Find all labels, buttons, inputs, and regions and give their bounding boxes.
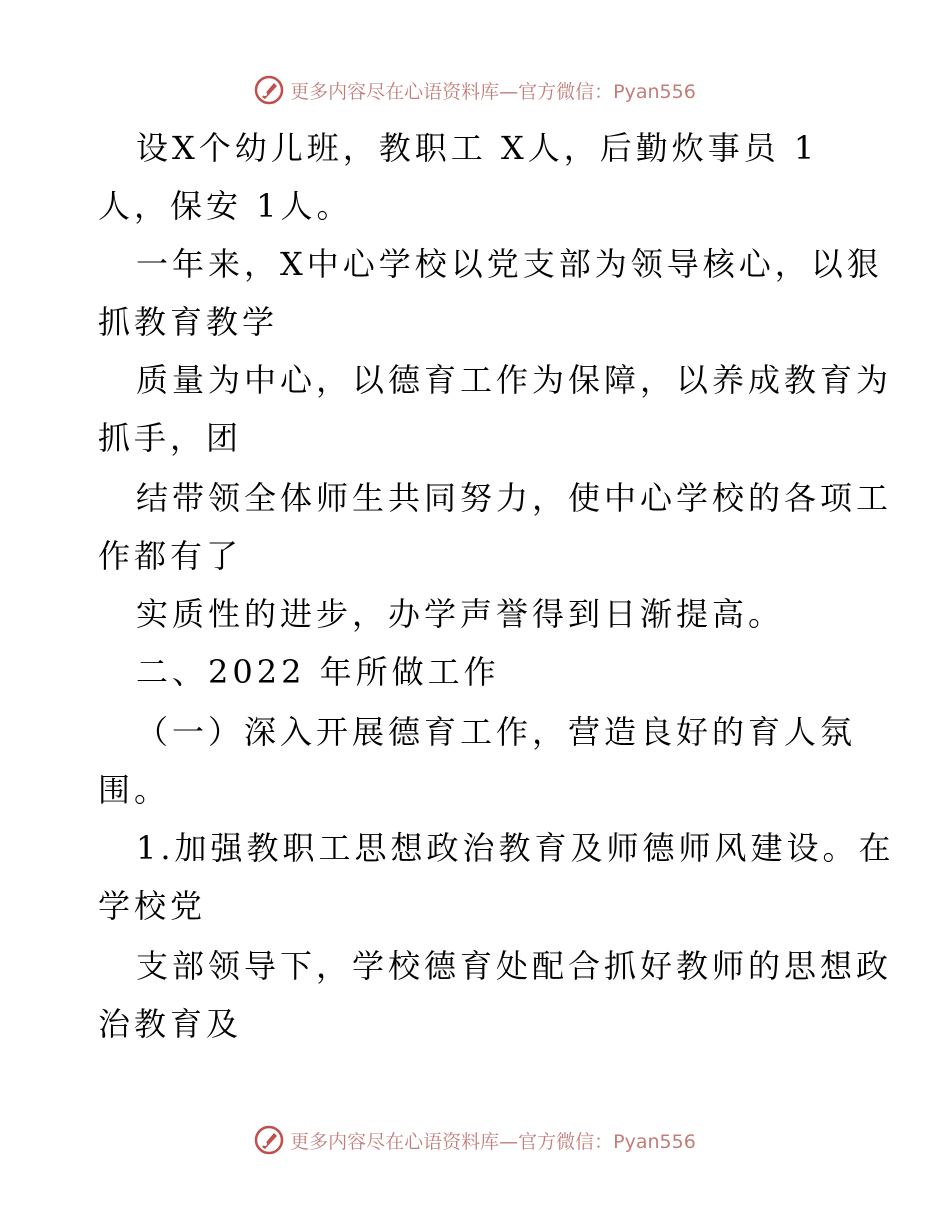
text-line: 学校党 <box>98 887 207 925</box>
text-line: 支部领导下，学校德育处配合抓好教师的思想政 <box>136 947 893 985</box>
text-line: 围。 <box>98 771 171 809</box>
text-line: 结带领全体师生共同努力，使中心学校的各项工 <box>136 479 893 517</box>
text-line: 一年来，X中心学校以党支部为领导核心，以狠 <box>136 245 883 283</box>
text-line: 治教育及 <box>98 1005 243 1043</box>
footer-watermark <box>0 1120 950 1160</box>
quill-logo-icon <box>254 75 284 105</box>
section-heading: 二、2022 年所做工作 <box>136 653 500 691</box>
text-line: 实质性的进步，办学声誉得到日渐提高。 <box>136 595 785 633</box>
text-line: 抓教育教学 <box>98 303 279 341</box>
text-line: 作都有了 <box>98 537 243 575</box>
text-line: 设X个幼儿班，教职工 X人，后勤炊事员 1 <box>136 129 819 167</box>
footer-watermark-text: 更多内容尽在心语资料库—官方微信：Pyan556 <box>290 1130 696 1153</box>
subsection-heading: （一）深入开展德育工作，营造良好的育人氛 <box>136 713 857 751</box>
text-line: 1.加强教职工思想政治教育及师德师风建设。在 <box>136 829 895 867</box>
text-line: 人，保安 1人。 <box>98 187 353 225</box>
header-watermark-text: 更多内容尽在心语资料库—官方微信：Pyan556 <box>290 80 696 103</box>
text-line: 质量为中心，以德育工作为保障，以养成教育为 <box>136 361 893 399</box>
header-watermark <box>0 70 950 110</box>
text-line: 抓手，团 <box>98 419 243 457</box>
quill-logo-icon <box>254 1125 284 1155</box>
